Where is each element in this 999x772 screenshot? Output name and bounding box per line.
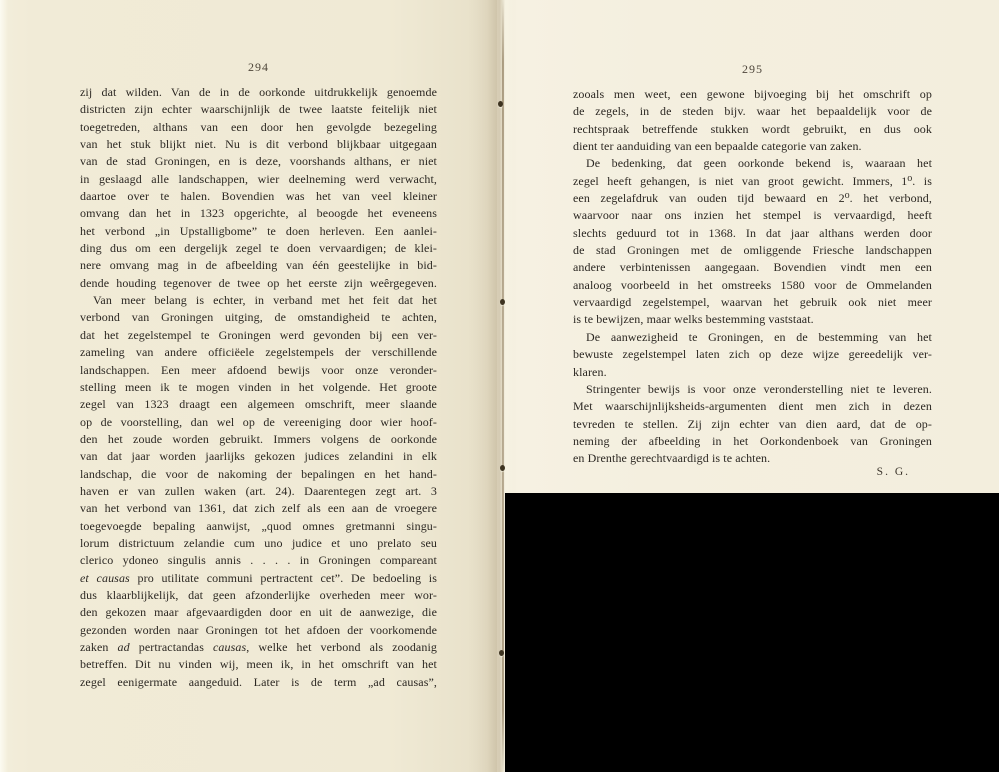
- text-line: neming der afbeelding in het Oorkondenboek van Groningen: [573, 433, 932, 448]
- text-line: zij dat wilden. Van de in de oorkonde uitdrukkelijk genoemde: [80, 85, 437, 99]
- text-line: het verbond „in Upstalligbome” te doen herleven. Een aanlei-: [80, 223, 437, 238]
- text-line: lorum districtuum zelandie cum uno judice et uno prelato seu: [80, 535, 437, 550]
- text-line: districten zijn echter waarschijnlijk de twee laatste feitelijk niet: [80, 102, 437, 117]
- text-line: waarvoor naar ons inzien het stempel is vervaardigd, heeft: [573, 208, 932, 223]
- text-line: is te bewijzen, maar welks bestemming vaststaat.: [573, 312, 814, 327]
- page-number-295: 295: [742, 62, 763, 76]
- text-line: betreffen. Dit nu vinden wij, meen ik, in het omschrift van het: [80, 657, 437, 672]
- text-line: Van meer belang is echter, in verband met het feit dat het: [93, 293, 437, 308]
- text-line: ding dus om een dergelijk zegel te doen vervaardigen; de klei-: [80, 241, 437, 256]
- text-line: daartoe over te halen. Bovendien was het van veel kleiner: [80, 189, 437, 204]
- text-line: in geslaagd alle landschappen, wier deelneming werd verwacht,: [80, 171, 437, 186]
- text-line: slechts geduurd tot in 1368. In dat jaar althans werden door: [573, 225, 932, 240]
- text-line: zooals men weet, een gewone bijvoeging bij het omschrift op: [573, 87, 932, 101]
- text-line: nere omvang mag in de afbeelding van één geestelijke in bid-: [80, 258, 437, 273]
- text-line: zaken ad pertractandas causas, welke het verbond als zoodanig: [80, 640, 437, 654]
- binding-stitch-mark: [499, 650, 504, 656]
- text-line: toegevoegde bepaling aanwijst, „quod omnes gretmanni singu-: [80, 518, 437, 533]
- text-line: dat het zegelstempel te Groningen werd gevonden bij een ver-: [80, 327, 437, 342]
- text-line: dus klaarblijkelijk, dat geen afzonderlijke overheden meer wor-: [80, 587, 437, 602]
- binding-stitch-mark: [500, 299, 505, 305]
- text-line: van dat jaar worden jaarlijks gekozen judices zelandini in elk: [80, 449, 437, 464]
- page-edge-highlight: [0, 0, 8, 772]
- text-line: zegel eenigermate aangeduid. Later is de term „ad causas”,: [80, 674, 437, 689]
- text-line: een zegelafdruk van ouden tijd bewaard en 2⁰. het verbond,: [573, 191, 932, 206]
- text-line: omvang dan het in 1323 opgerichte, al beoogde het eveneens: [80, 206, 437, 221]
- text-line: bewuste zegelstempel laten zich op deze wijze gereedelijk ver-: [573, 347, 932, 362]
- text-line: et causas pro utilitate communi pertractent cet”. De bedoeling is: [80, 570, 437, 585]
- text-line: de zegels, in de steden bijv. waar het bepaaldelijk voor de: [573, 104, 932, 119]
- binding-stitch-mark: [500, 465, 505, 471]
- binding-crease-line: [502, 0, 504, 772]
- text-line: klaren.: [573, 364, 607, 379]
- text-line: toegetreden, althans van een door hen gevolgde bezegeling: [80, 119, 437, 134]
- right-page-text: [573, 86, 932, 468]
- text-line: op de voorstelling, dan wel op de vereeniging door wier hoof-: [80, 414, 437, 429]
- text-line: den het zoude worden gebruikt. Immers volgens de oorkonde: [80, 431, 437, 446]
- text-line: clerico ydoneo singulis annis . . . . in Groningen compareant: [80, 553, 437, 568]
- black-masked-region: [505, 493, 999, 772]
- text-line: verbond van Groningen uitging, de omstandigheid te achten,: [80, 310, 437, 325]
- text-line: De bedenking, dat geen oorkonde bekend is, waaraan het: [586, 156, 932, 171]
- text-line: den gekozen maar afgevaardigden door en uit de aanwezige, die: [80, 605, 437, 620]
- text-line: haven er van zullen waken (art. 24). Daarentegen zegt art. 3: [80, 483, 437, 498]
- text-line: van de stad Groningen, en is deze, voorshands althans, er niet: [80, 154, 437, 169]
- text-line: stelling meen ik te mogen vinden in het volgende. Het groote: [80, 379, 437, 394]
- text-line: rechtspraak betreffende stukken wordt gebruikt, en dus ook: [573, 121, 932, 136]
- text-line: dende houding tegenover de twee op het eerste zijn weêrgegeven.: [80, 275, 437, 290]
- text-line: de stad Groningen met de omliggende Friesche landschappen: [573, 243, 932, 258]
- text-line: Met waarschijnlijksheids-argumenten dient men zich in dezen: [573, 399, 932, 414]
- text-line: andere verbintenissen aangegaan. Bovendien vindt men een: [573, 260, 932, 275]
- text-line: dient ter aanduiding van een bepaalde categorie van zaken.: [573, 139, 862, 154]
- binding-stitch-mark: [498, 101, 503, 107]
- text-line: landschappen. Een meer afdoend bewijs voor onze veronder-: [80, 362, 437, 377]
- text-line: gezonden worden naar Groningen tot het afdoen der voorkomende: [80, 622, 437, 637]
- text-line: van het verbond van 1361, dat zich zelf als een aan de vroegere: [80, 501, 437, 516]
- author-initials-signature: S. G.: [876, 466, 910, 478]
- text-line: van het stuk blijkt niet. Nu is dit verbond blijkbaar uitgegaan: [80, 137, 437, 152]
- text-line: zameling van andere officiëele zegelstempels der verschillende: [80, 345, 437, 360]
- left-page-text: [80, 84, 437, 691]
- text-line: zegel heeft gehangen, is niet van groot gewicht. Immers, 1⁰. is: [573, 173, 932, 188]
- text-line: vervaardigd zegelstempel, waarvan het gebruik ook niet meer: [573, 295, 932, 310]
- text-line: De aanwezigheid te Groningen, en de bestemming van het: [586, 329, 932, 344]
- text-line: tevreden te stellen. Zij zijn echter van dien aard, dat de op-: [573, 416, 932, 431]
- page-number-294: 294: [248, 60, 269, 74]
- text-line: en Drenthe gerechtvaardigd is te achten.: [573, 451, 771, 466]
- text-line: analoog voorbeeld in het omstreeks 1580 voor de Ommelanden: [573, 277, 932, 292]
- text-line: landschap, die voor de nakoming der bepalingen en het hand-: [80, 466, 437, 481]
- text-line: zegel van 1323 draagt een algemeen omschrift, meer slaande: [80, 397, 437, 412]
- text-line: Stringenter bewijs is voor onze veronderstelling niet te leveren.: [586, 381, 932, 396]
